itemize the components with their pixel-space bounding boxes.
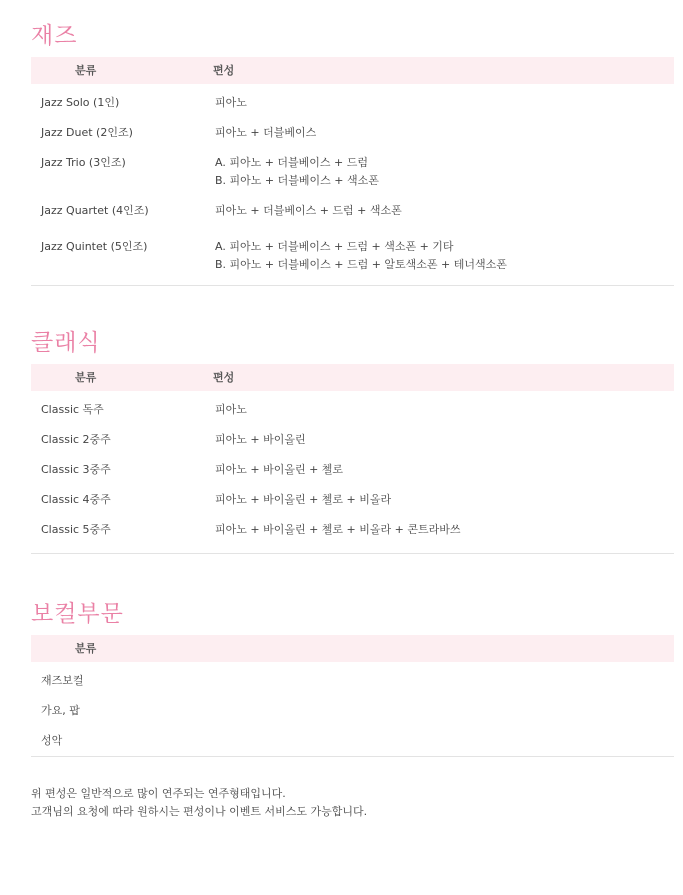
row-composition: A. 피아노 + 더블베이스 + 드럼 + 색소폰 + 기타 B. 피아노 + 더블베이스 + 드럼 + 알토색소폰 + 테너색소폰 [215, 240, 507, 271]
row-composition: 피아노 + 더블베이스 + 드럼 + 색소폰 [215, 204, 402, 217]
header-category: 분류 [75, 642, 97, 655]
row-composition: A. 피아노 + 더블베이스 + 드럼 B. 피아노 + 더블베이스 + 색소폰 [215, 156, 379, 187]
vocal-title: 보컬부문 [31, 601, 124, 627]
row-composition: 피아노 [215, 403, 247, 416]
row-category: Classic 2중주 [41, 433, 111, 446]
row-category: Classic 독주 [41, 403, 104, 416]
row-composition: 피아노 + 바이올린 + 첼로 + 비올라 [215, 493, 392, 506]
classic-table-header [31, 364, 674, 391]
divider [31, 285, 674, 286]
row-category: Jazz Solo (1인) [41, 96, 120, 109]
footer-note [31, 785, 367, 821]
vocal-table-header [31, 635, 674, 662]
divider [31, 756, 674, 757]
row-category: 가요, 팝 [41, 704, 80, 717]
row-composition: 피아노 + 바이올린 + 첼로 [215, 463, 344, 476]
classic-title: 클래식 [31, 330, 101, 356]
row-category: 성악 [41, 734, 63, 747]
row-composition: 피아노 + 바이올린 [215, 433, 306, 446]
header-category: 분류 [75, 64, 97, 77]
divider [31, 553, 674, 554]
row-category: Jazz Quartet (4인조) [41, 204, 149, 217]
row-category: 재즈보컬 [41, 674, 84, 687]
row-category: Classic 3중주 [41, 463, 111, 476]
row-category: Jazz Quintet (5인조) [41, 240, 148, 253]
row-composition: 피아노 + 바이올린 + 첼로 + 비올라 + 콘트라바쓰 [215, 523, 461, 536]
note-line: 고객님의 요청에 따라 원하시는 편성이나 이벤트 서비스도 가능합니다. [31, 805, 368, 818]
note-line: 위 편성은 일반적으로 많이 연주되는 연주형태입니다. [31, 787, 286, 800]
header-category: 분류 [75, 371, 97, 384]
row-composition: 피아노 [215, 96, 247, 109]
row-category: Jazz Duet (2인조) [41, 126, 133, 139]
row-category: Classic 5중주 [41, 523, 111, 536]
header-composition: 편성 [213, 64, 235, 77]
header-composition: 편성 [213, 371, 235, 384]
jazz-table-header [31, 57, 674, 84]
row-composition: 피아노 + 더블베이스 [215, 126, 317, 139]
jazz-title: 재즈 [31, 23, 78, 49]
row-category: Jazz Trio (3인조) [41, 156, 126, 169]
row-category: Classic 4중주 [41, 493, 111, 506]
